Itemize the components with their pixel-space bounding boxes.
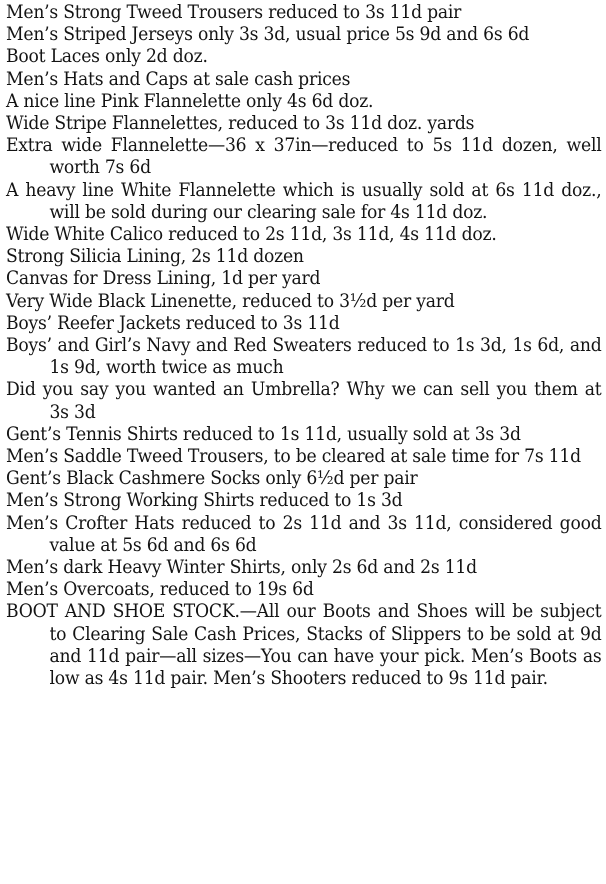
- list-item: Wide Stripe Flannelettes, reduced to 3s 11d doz. yards: [6, 112, 475, 135]
- list-item: A heavy line White Flannelette which is usually sold at 6s 11d doz., will be sold during our clearing sale for 4s 11d doz.: [6, 178, 602, 223]
- boot-and-shoe-paragraph: BOOT AND SHOE STOCK.—All our Boots and Shoes will be subject to Clearing Sale Cash Prices, Stacks of Slippers to be sold at 9d and 11d pair—all sizes—You can have your pick. Men’s Boots as low as 4s 11d pair. Men’s Shooters reduced to 9s 11d pair.: [6, 600, 602, 690]
- list-item: Canvas for Dress Lining, 1d per yard: [6, 267, 321, 290]
- list-item: Boot Laces only 2d doz.: [6, 45, 208, 68]
- list-item: Did you say you wanted an Umbrella? Why we can sell you them at 3s 3d: [6, 378, 602, 423]
- list-item: Men’s Strong Working Shirts reduced to 1s 3d: [6, 489, 403, 512]
- list-item: Boys’ and Girl’s Navy and Red Sweaters reduced to 1s 3d, 1s 6d, and 1s 9d, worth twice as much: [6, 334, 602, 379]
- list-item: Strong Silicia Lining, 2s 11d dozen: [6, 245, 304, 268]
- list-item: Gent’s Tennis Shirts reduced to 1s 11d, usually sold at 3s 3d: [6, 422, 521, 445]
- list-item: Men’s dark Heavy Winter Shirts, only 2s 6d and 2s 11d: [6, 556, 477, 579]
- list-item: Men’s Strong Tweed Trousers reduced to 3s 11d pair: [6, 1, 462, 23]
- list-item: Men’s Crofter Hats reduced to 2s 11d and 3s 11d, considered good value at 5s 6d and 6s 6d: [6, 511, 602, 556]
- list-item: Extra wide Flannelette—36 x 37in—reduced to 5s 11d dozen, well worth 7s 6d: [6, 134, 602, 179]
- list-item: Men’s Saddle Tweed Trousers, to be cleared at sale time for 7s 11d: [6, 445, 581, 468]
- list-item: Very Wide Black Linenette, reduced to 3½d per yard: [6, 289, 455, 312]
- list-item: Boys’ Reefer Jackets reduced to 3s 11d: [6, 311, 340, 334]
- list-item: Gent’s Black Cashmere Socks only 6½d per pair: [6, 467, 418, 490]
- list-item: Men’s Overcoats, reduced to 19s 6d: [6, 578, 314, 601]
- list-item: A nice line Pink Flannelette only 4s 6d doz.: [6, 89, 374, 112]
- list-item: Men’s Hats and Caps at sale cash prices: [6, 67, 351, 90]
- list-item: Wide White Calico reduced to 2s 11d, 3s 11d, 4s 11d doz.: [6, 223, 497, 246]
- list-item: Men’s Striped Jerseys only 3s 3d, usual price 5s 9d and 6s 6d: [6, 23, 530, 46]
- advertisement-column: [6, 1, 601, 689]
